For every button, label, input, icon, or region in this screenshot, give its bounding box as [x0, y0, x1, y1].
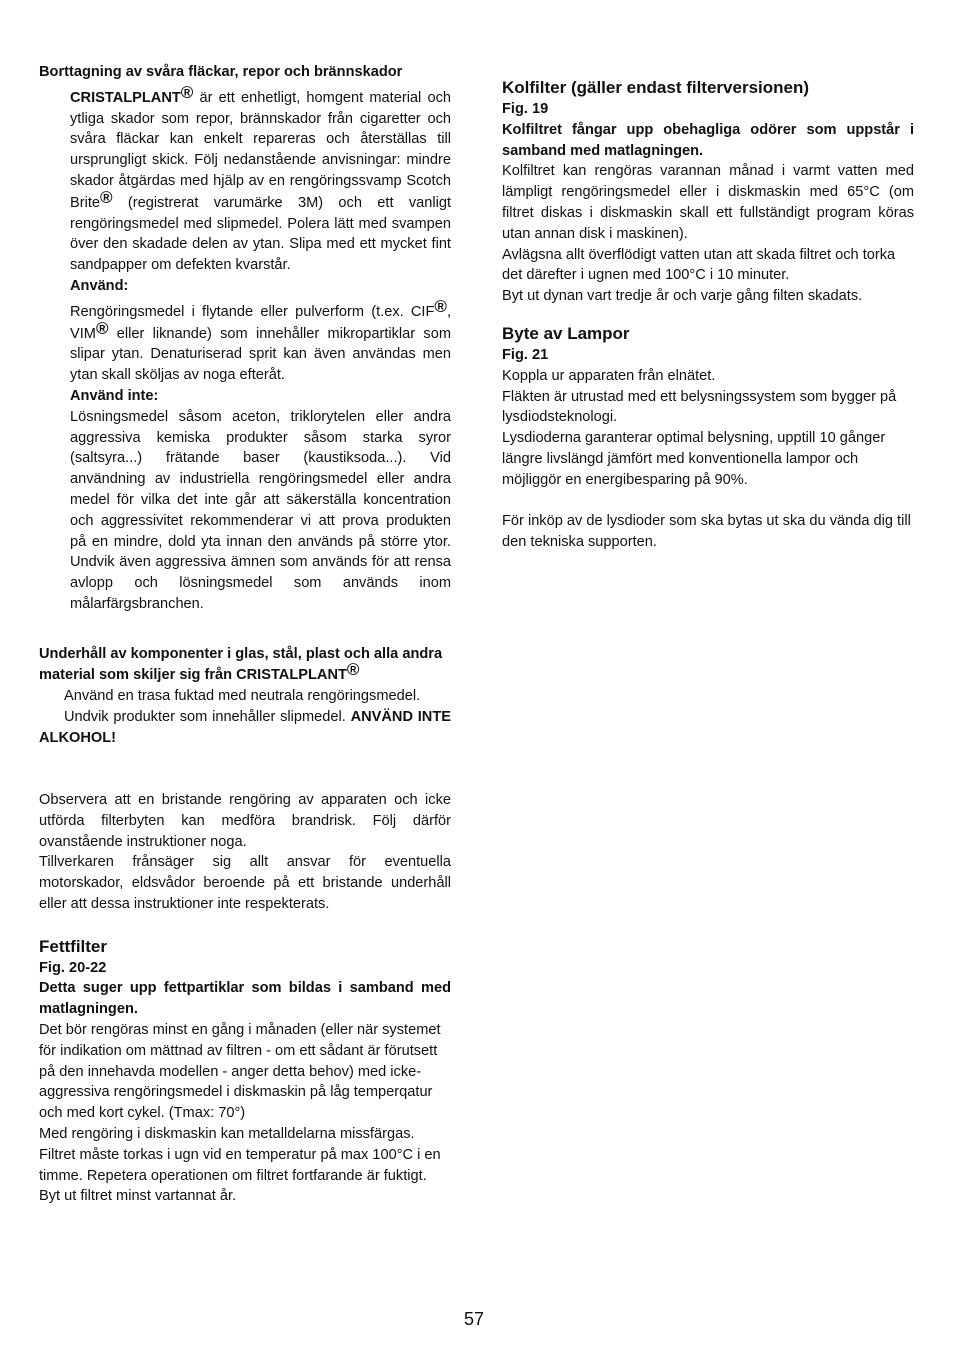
carbon-filter-lead: Kolfiltret fångar upp obehagliga odörer som uppstår i samband med matlagningen.: [502, 121, 914, 159]
lamps-paragraph-4: För inköp av de lysdioder som ska bytas ut ska du vända dig till den tekniska supporten.: [502, 513, 911, 551]
maintenance-line-2-text: Undvik produkter som innehåller slipmedel.: [64, 708, 351, 725]
stains-text-a: är ett enhetligt, homgent material och ytliga skador som repor, brännskador från cigaretter och svåra fläckar kan enkelt repareras och återställas till ursprungligt skick. Följ nedanstående anvisningar: mindre skador åtgärdas med hjälp av en rengöringssvamp Scotch Brite: [70, 89, 451, 211]
maintenance-title-text: Underhåll av komponenter i glas, stål, plast och alla andra material som skiljer sig från CRISTALPLANT: [39, 645, 443, 684]
warning-paragraph-1: Observera att en bristande rengöring av apparaten och icke utförda filterbyten kan medföra brandrisk. Följ därför ovanstående instruktioner noga.: [39, 792, 451, 850]
lamps-paragraph-3: Lysdioderna garanterar optimal belysning, upptill 10 gånger längre livslängd jämfört med konventionella lampor och möjliggör en energibesparing på 90%.: [502, 430, 886, 488]
right-column: [502, 0, 914, 553]
use-paragraph: [70, 296, 451, 386]
registered-mark: ®: [434, 296, 447, 316]
registered-mark: ®: [100, 187, 113, 207]
maintenance-line-2: [39, 707, 451, 749]
registered-mark: ®: [180, 82, 194, 102]
use-text-c: eller liknande) som innehåller mikropartiklar som slipar ytan. Denaturiserad sprit kan även användas men ytan skall sköljas av noga efteråt.: [70, 325, 451, 384]
maintenance-line-1: Använd en trasa fuktad med neutrala rengöringsmedel.: [64, 688, 421, 705]
section-title-stains: Borttagning av svåra fläckar, repor och brännskador: [39, 64, 403, 80]
left-column: [39, 0, 451, 1207]
grease-filter-paragraph-3: Filtret måste torkas i ugn vid en temperatur på max 100°C i en timme. Repetera operationen om filtret fortfarande är fuktigt.: [39, 1146, 441, 1184]
section-title-carbon-filter: Kolfilter (gäller endast filterversionen): [502, 78, 810, 97]
dont-use-paragraph: Lösningsmedel såsom aceton, triklorytelen eller andra aggressiva kemiska produkter såsom starka syror (saltsyra...) frätande baser (kaustiksoda...). Vid användning av industriella rengöringsmedel eller andra medel för vilka det inte går att säkerställa koncentration och aggressivitet rekommenderar vi att prova produkten på en mindre, dold yta innan den används på större ytor. Undvik även aggressiva ämnen som används för att rensa avlopp och lösningsmedel som används inom målarfärgsbranchen.: [70, 408, 451, 612]
registered-mark: ®: [95, 318, 109, 338]
carbon-filter-paragraph-2: Avlägsna allt överflödigt vatten utan att skada filtret och torka det därefter i ugnen med 100°C i 10 minuter.: [502, 246, 896, 284]
carbon-filter-paragraph-1: Kolfiltret kan rengöras varannan månad i varmt vatten med lämpligt rengöringsmedel eller i diskmaskin med 65°C (om filtret diskas i diskmaskin skall ett fullständigt program köras utan annan disk i maskinen).: [502, 163, 914, 242]
section-title-lamps: Byte av Lampor: [502, 323, 630, 343]
section-title-maintenance: [39, 644, 451, 687]
grease-filter-paragraph-4: Byt ut filtret minst vartannat år.: [39, 1188, 237, 1205]
use-text-b: , VIM: [70, 303, 451, 342]
stains-paragraph: [70, 82, 451, 276]
no-alcohol-warning: ANVÄND INTE ALKOHOL!: [39, 708, 451, 746]
lamps-figure-ref: Fig. 21: [502, 346, 549, 363]
section-title-grease-filter: Fettfilter: [39, 936, 107, 956]
use-text-a: Rengöringsmedel i flytande eller pulverform (t.ex. CIF: [70, 303, 435, 320]
dont-use-label: Använd inte:: [70, 387, 159, 404]
grease-filter-paragraph-2: Med rengöring i diskmaskin kan metalldelarna missfärgas.: [39, 1126, 415, 1143]
carbon-filter-figure-ref: Fig. 19: [502, 101, 549, 117]
stains-text-b: (registrerat varumärke 3M) och ett vanligt rengöringsmedel med slipmedel. Polera lätt med svampen över den skadade delen av ytan. Slipa med ett mycket fint sandpapper om defekten kvarstår.: [70, 194, 451, 274]
carbon-filter-paragraph-3: Byt ut dynan vart tredje år och varje gång filten skadats.: [502, 288, 863, 305]
grease-filter-figure-ref: Fig. 20-22: [39, 959, 107, 976]
warning-paragraph-2: Tillverkaren frånsäger sig allt ansvar för eventuella motorskador, eldsvådor beroende på ett bristande underhåll eller att dessa instruktioner inte respekterats.: [39, 854, 451, 913]
grease-filter-lead: Detta suger upp fettpartiklar som bildas i samband med matlagningen.: [39, 980, 451, 1018]
use-label: Använd:: [70, 277, 129, 294]
page-number: 57: [464, 1309, 485, 1329]
lamps-paragraph-2: Fläkten är utrustad med ett belysningssystem som bygger på lysdiodsteknologi.: [502, 388, 897, 426]
stains-section-body: [39, 82, 451, 615]
brand-name: CRISTALPLANT: [70, 89, 181, 106]
grease-filter-paragraph-1: Det bör rengöras minst en gång i månaden (eller när systemet för indikation om mättnad av filtren - om ett sådant är förutsett på den innehavda modellen - anger detta behov) med icke-aggressiva rengöringsmedel i diskmaskin på låg temperqatur och med kort cykel. (Tmax: 70°): [39, 1022, 441, 1122]
lamps-paragraph-1: Koppla ur apparaten från elnätet.: [502, 367, 716, 384]
registered-mark: ®: [346, 660, 360, 680]
